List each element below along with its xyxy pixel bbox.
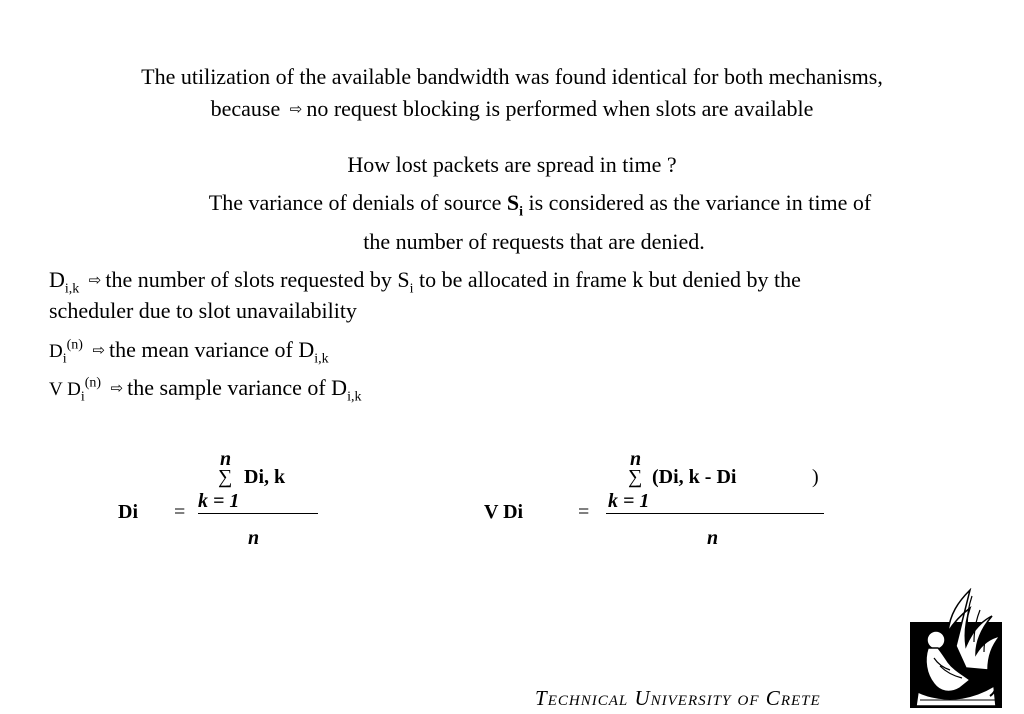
def-dik-line-1 xyxy=(49,267,801,295)
intro-line-2 xyxy=(0,96,1024,124)
def-mean-line xyxy=(49,337,329,365)
question-text: How lost packets are spread in time ? xyxy=(347,152,677,177)
mean-summand: Di, k xyxy=(244,466,286,488)
variance-def-text-a: The variance of denials of source xyxy=(208,190,502,215)
var-upper-limit: n xyxy=(630,448,642,470)
mean-lhs: Di xyxy=(118,501,138,523)
dik-sub: i,k xyxy=(64,281,80,297)
footer-t1-rest: ECHNICAL xyxy=(547,693,629,709)
var-text: the sample variance of D xyxy=(127,375,348,400)
mean-upper-limit: n xyxy=(220,448,232,470)
footer-t1: T xyxy=(535,686,548,710)
mean-equals: = xyxy=(174,501,186,523)
question-line xyxy=(0,152,1024,178)
dik-text-a: the number of slots requested by S xyxy=(105,267,410,292)
dik-text-b: to be allocated in frame k but denied by the xyxy=(419,267,801,292)
def-dik-line-2 xyxy=(49,298,357,324)
source-symbol: S xyxy=(506,190,520,215)
mean-sigma: ∑ xyxy=(218,466,233,488)
mean-denominator: n xyxy=(248,527,260,549)
var-summand: (Di, k - Di xyxy=(652,466,737,488)
mean-text: the mean variance of D xyxy=(109,337,315,362)
var-sup: (n) xyxy=(84,375,102,391)
var-denominator: n xyxy=(707,527,719,549)
mean-symbol: D xyxy=(49,341,63,362)
white-right-arrow-icon: ⇨ xyxy=(92,341,106,359)
dik-symbol: D xyxy=(49,267,65,292)
university-logo-icon xyxy=(910,588,1005,711)
mean-lower-limit: k = 1 xyxy=(198,490,240,512)
university-name xyxy=(535,686,821,711)
source-sub: i xyxy=(519,204,523,220)
intro-text-1: The utilization of the available bandwidth was found identical for both mechanisms, xyxy=(141,64,883,89)
dik-text-sub: i xyxy=(409,281,414,297)
footer-t4: C xyxy=(765,686,781,710)
var-prefix: V D xyxy=(49,379,81,400)
footer-t2: U xyxy=(634,686,651,710)
variance-def-text-2: the number of requests that are denied. xyxy=(363,229,705,254)
variance-def-text-b: is considered as the variance in time of xyxy=(528,190,872,215)
white-right-arrow-icon: ⇨ xyxy=(88,271,102,289)
variance-def-line-1 xyxy=(28,190,1024,220)
var-lhs: V Di xyxy=(484,501,524,523)
var-lower-limit: k = 1 xyxy=(608,490,650,512)
var-sub: i xyxy=(80,389,85,405)
mean-fraction-line xyxy=(198,513,318,514)
var-text-sub: i,k xyxy=(347,389,362,405)
var-sigma: ∑ xyxy=(628,466,643,488)
intro-text-2: no request blocking is performed when slots are available xyxy=(306,96,814,121)
mean-sub: i xyxy=(62,351,67,367)
intro-line-1 xyxy=(0,64,1024,90)
white-right-arrow-icon: ⇨ xyxy=(289,100,303,118)
def-var-line xyxy=(49,375,361,403)
variance-def-line-2 xyxy=(22,229,1024,255)
footer-t4-rest: RETE xyxy=(780,693,821,709)
var-equals: = xyxy=(578,501,590,523)
var-fraction-line xyxy=(606,513,824,514)
var-close-paren: ) xyxy=(812,466,819,488)
mean-text-sub: i,k xyxy=(314,351,329,367)
footer-t3: OF xyxy=(737,693,760,709)
dik-text-line2: scheduler due to slot unavailability xyxy=(49,298,357,323)
footer-t2-rest: NIVERSITY xyxy=(650,693,732,709)
intro-because: because xyxy=(210,96,281,121)
mean-sup: (n) xyxy=(66,337,83,353)
white-right-arrow-icon: ⇨ xyxy=(110,379,124,397)
